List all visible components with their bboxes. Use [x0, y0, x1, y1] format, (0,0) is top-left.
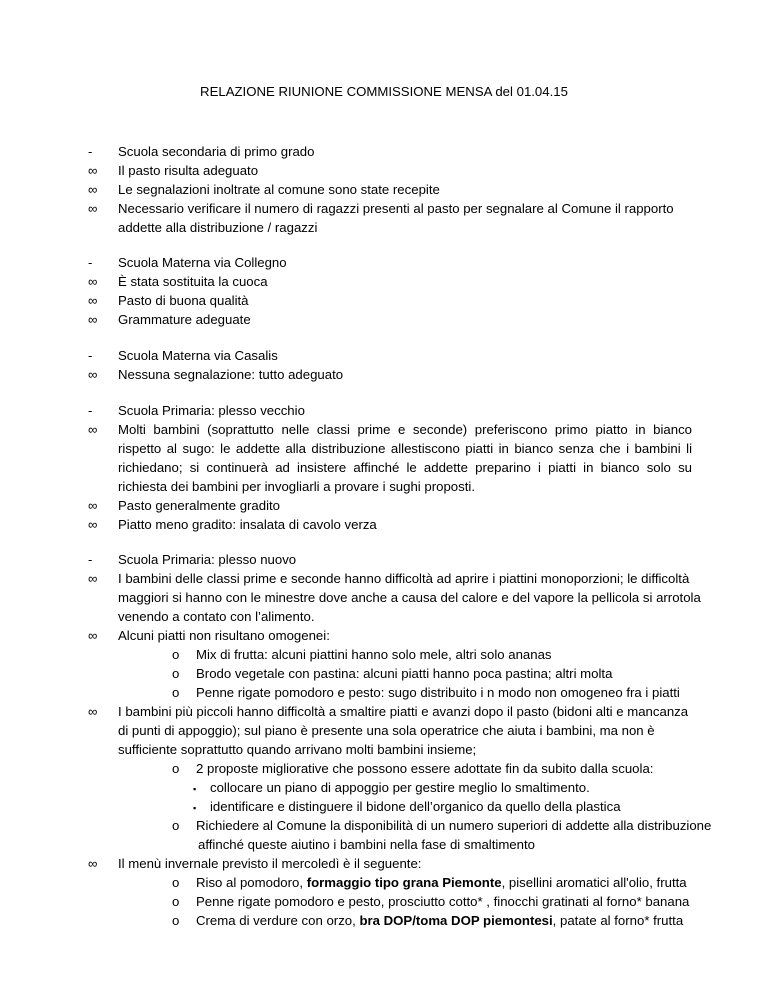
list-item-text: Molti bambini (soprattutto nelle classi prime e seconde) preferiscono primo piatto in bianco [118, 422, 692, 437]
nested-list-item-text: identificare e distinguere il bidone dell’organico da quello della plastica [210, 799, 621, 814]
infinity-bullet-icon: ∞ [88, 201, 98, 216]
infinity-bullet-icon: ∞ [88, 163, 98, 178]
list-item-text: Alcuni piatti non risultano omogenei: [118, 628, 330, 643]
section-heading: Scuola Primaria: plesso vecchio [118, 403, 305, 418]
list-item-text: È stata sostituita la cuoca [118, 274, 268, 289]
section-heading: Scuola Materna via Collegno [118, 255, 287, 270]
list-item-text: Pasto generalmente gradito [118, 498, 281, 513]
infinity-bullet-icon: ∞ [88, 293, 98, 308]
list-item-text: rispetto al sugo: le addette alla distribuzione allestiscono piatti in bianco senza che i bambini li [118, 441, 692, 456]
nested-list-item-text: collocare un piano di appoggio per gestire meglio lo smaltimento. [210, 780, 590, 795]
infinity-bullet-icon: ∞ [88, 498, 98, 513]
list-item-text: sufficiente soprattutto quando arrivano molti bambini insieme; [118, 742, 477, 757]
section-heading: Scuola secondaria di primo grado [118, 144, 315, 159]
circle-bullet-icon: o [172, 818, 180, 833]
list-item-text: richiedano; si continuerà ad insistere affinché le addette preparino i piatti in bianco solo su [118, 460, 692, 475]
list-item-text: Il pasto risulta adeguato [118, 163, 259, 178]
dash-marker: - [88, 403, 93, 418]
circle-bullet-icon: o [172, 685, 180, 700]
list-item-text: I bambini delle classi prime e seconde hanno difficoltà ad aprire i piattini monoporzioni; le difficoltà [118, 571, 690, 586]
section-heading: Scuola Materna via Casalis [118, 348, 278, 363]
dash-marker: - [88, 348, 93, 363]
infinity-bullet-icon: ∞ [88, 367, 98, 382]
circle-bullet-icon: o [172, 647, 180, 662]
list-item-text: richiesta dei bambini per invogliarli a provare i sughi proposti. [118, 479, 475, 494]
list-item-text: Nessuna segnalazione: tutto adeguato [118, 367, 344, 382]
sub-list-item-text: Richiedere al Comune la disponibilità di un numero superiori di addette alla distribuzione [196, 818, 712, 833]
sub-list-item-text: affinché queste aiutino i bambini nella fase di smaltimento [198, 837, 535, 852]
infinity-bullet-icon: ∞ [88, 571, 98, 586]
list-item-text: Grammature adeguate [118, 312, 251, 327]
list-item-text: di punti di appoggio); sul piano è presente una sola operatrice che aiuta i bambini, ma non è [118, 723, 655, 738]
list-item-text: Il menù invernale previsto il mercoledì è il seguente: [118, 856, 422, 871]
list-item-text: venendo a contato con l’alimento. [118, 609, 315, 624]
list-item-text: Necessario verificare il numero di ragazzi presenti al pasto per segnalare al Comune il rapporto [118, 201, 674, 216]
list-item-text: maggiori si hanno con le minestre dove anche a causa del calore e del vapore la pellicola si arrotola [118, 590, 701, 605]
dash-marker: - [88, 144, 93, 159]
sub-list-item-text: 2 proposte migliorative che possono essere adottate fin da subito dalla scuola: [196, 761, 654, 776]
infinity-bullet-icon: ∞ [88, 628, 98, 643]
circle-bullet-icon: o [172, 875, 180, 890]
infinity-bullet-icon: ∞ [88, 274, 98, 289]
document-title: RELAZIONE RIUNIONE COMMISSIONE MENSA del 01.04.15 [200, 84, 568, 99]
infinity-bullet-icon: ∞ [88, 182, 98, 197]
section-heading: Scuola Primaria: plesso nuovo [118, 552, 297, 567]
dash-marker: - [88, 552, 93, 567]
list-item-text: addette alla distribuzione / ragazzi [118, 220, 318, 235]
menu-item-text: Crema di verdure con orzo, bra DOP/toma DOP piemontesi, patate al forno* frutta [196, 913, 684, 928]
infinity-bullet-icon: ∞ [88, 856, 98, 871]
menu-item-text: Riso al pomodoro, formaggio tipo grana Piemonte, pisellini aromatici all'olio, frutta [196, 875, 687, 890]
circle-bullet-icon: o [172, 761, 180, 776]
list-item-text: Piatto meno gradito: insalata di cavolo verza [118, 517, 377, 532]
square-bullet-icon: ▪ [193, 803, 197, 813]
sub-list-item-text: Brodo vegetale con pastina: alcuni piatti hanno poca pastina; altri molta [196, 666, 613, 681]
square-bullet-icon: ▪ [193, 784, 197, 794]
menu-item-text: Penne rigate pomodoro e pesto, prosciutto cotto* , finocchi gratinati al forno* banana [196, 894, 690, 909]
sub-list-item-text: Penne rigate pomodoro e pesto: sugo distribuito i n modo non omogeneo fra i piatti [196, 685, 680, 700]
circle-bullet-icon: o [172, 894, 180, 909]
infinity-bullet-icon: ∞ [88, 312, 98, 327]
list-item-text: I bambini più piccoli hanno difficoltà a smaltire piatti e avanzi dopo il pasto (bidoni alti e mancanza [118, 704, 689, 719]
circle-bullet-icon: o [172, 913, 180, 928]
list-item-text: Pasto di buona qualità [118, 293, 249, 308]
infinity-bullet-icon: ∞ [88, 704, 98, 719]
circle-bullet-icon: o [172, 666, 180, 681]
list-item-text: Le segnalazioni inoltrate al comune sono state recepite [118, 182, 440, 197]
infinity-bullet-icon: ∞ [88, 517, 98, 532]
sub-list-item-text: Mix di frutta: alcuni piattini hanno solo mele, altri solo ananas [196, 647, 552, 662]
infinity-bullet-icon: ∞ [88, 422, 98, 437]
dash-marker: - [88, 255, 93, 270]
